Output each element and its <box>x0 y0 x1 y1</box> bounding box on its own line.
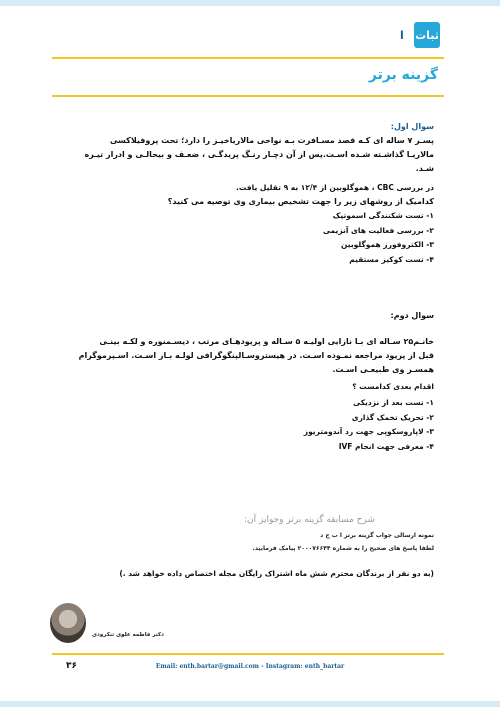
question-1-prompt: کدامیک از روشهای زیر را جهت تشخیص بیماری وی توصیه می کنید؟ <box>167 197 434 206</box>
question-2-case-line: قبل از پریود مراجعه نمـوده اسـت. در هیستروسـالپنگوگرافی لولـه بـاز اسـت. اسـپرموگرام <box>78 351 434 360</box>
question-1-case-line: شـد. <box>415 164 434 173</box>
question-2-label: سوال دوم: <box>390 311 434 320</box>
question-1-case <box>64 134 434 176</box>
question-1-cbc-finding: در بررسی CBC ، هموگلوبین از ۱۲/۴ به ۹ تقلیل یافت. <box>235 183 434 192</box>
question-2-case-line: همسـر وی طبیعـی اسـت. <box>332 365 434 374</box>
header-rule-top <box>52 57 444 59</box>
question-1-case-line: مالاریـا گذاشـته شـده اسـت.پس از آن دچـار رنـگ پریدگـی ، ضعـف و بیحالـی و ادرار تیـره <box>84 150 434 159</box>
header-rule-bottom <box>52 95 444 97</box>
footer-rule <box>52 653 444 655</box>
contest-title: شرح مسابقه گزینه برتر وجوایز آن: <box>243 515 375 525</box>
logo-text: ثبات <box>415 28 439 42</box>
option-item: ۴- تست کوکیز مستقیم <box>349 254 434 264</box>
question-2-case-line: خانـم۲۵ سـاله ای بـا نازایی اولیـه ۵ سـاله و پریودهـای مرتب ، دیسـمنوره و لکـه بینـی <box>99 337 434 346</box>
option-item: ۳- الکتروفورز هموگلوبین <box>341 240 434 249</box>
contest-prize-note: (به دو نفر از برندگان محترم شش ماه اشتراک رایگان مجله اختصاص داده خواهد شد .) <box>119 569 434 578</box>
option-item: ۱- تست بعد از نزدیکی <box>353 398 434 407</box>
section-title: گزینه برتر <box>368 67 438 83</box>
bottom-border-strip <box>0 701 500 707</box>
option-item: ۳- لاپاروسکوپی جهت رد آندومتریوز <box>303 427 434 436</box>
page-number: ۳۶ <box>66 661 77 671</box>
author-name: دکتر فاطمه علوی تنکرودی <box>92 632 165 638</box>
brand-logo-mark: ا <box>400 29 404 42</box>
contest-sms-instruction: لطفا پاسخ های صحیح را به شماره ۲۰۰۰۷۶۶۴۴ پیامک فرمایید. <box>252 545 434 552</box>
option-item: ۱- تست شکنندگی اسموتیک <box>332 211 434 220</box>
question-1-options <box>323 209 434 267</box>
author-photo <box>50 603 86 643</box>
option-item: ۲- بررسی فعالیت های آنزیمی <box>322 225 434 235</box>
question-2-options <box>304 396 434 454</box>
question-1-label: سوال اول: <box>390 122 434 131</box>
top-border-strip <box>0 0 500 6</box>
contest-sample-answer: نمونه ارسالی جواب گزینه برتر ا ب ج د <box>320 532 434 539</box>
question-2-case <box>64 335 434 377</box>
option-item: ۴- معرفی جهت انجام IVF <box>338 441 434 451</box>
footer-contact: Email: enth.bartar@gmail.com - Instagram: enth_bartar <box>155 663 345 670</box>
brand-logo <box>414 22 440 48</box>
question-2-prompt: اقدام بعدی کدامست ؟ <box>352 382 434 391</box>
question-1-case-line: پسـر ۷ ساله ای کـه قصد مسـافرت بـه نواحی مالاریاخیـز را دارد؛ تحت پروفیلاکسی <box>109 136 434 145</box>
option-item: ۲- تحریک تخمک گذاری <box>351 412 434 422</box>
